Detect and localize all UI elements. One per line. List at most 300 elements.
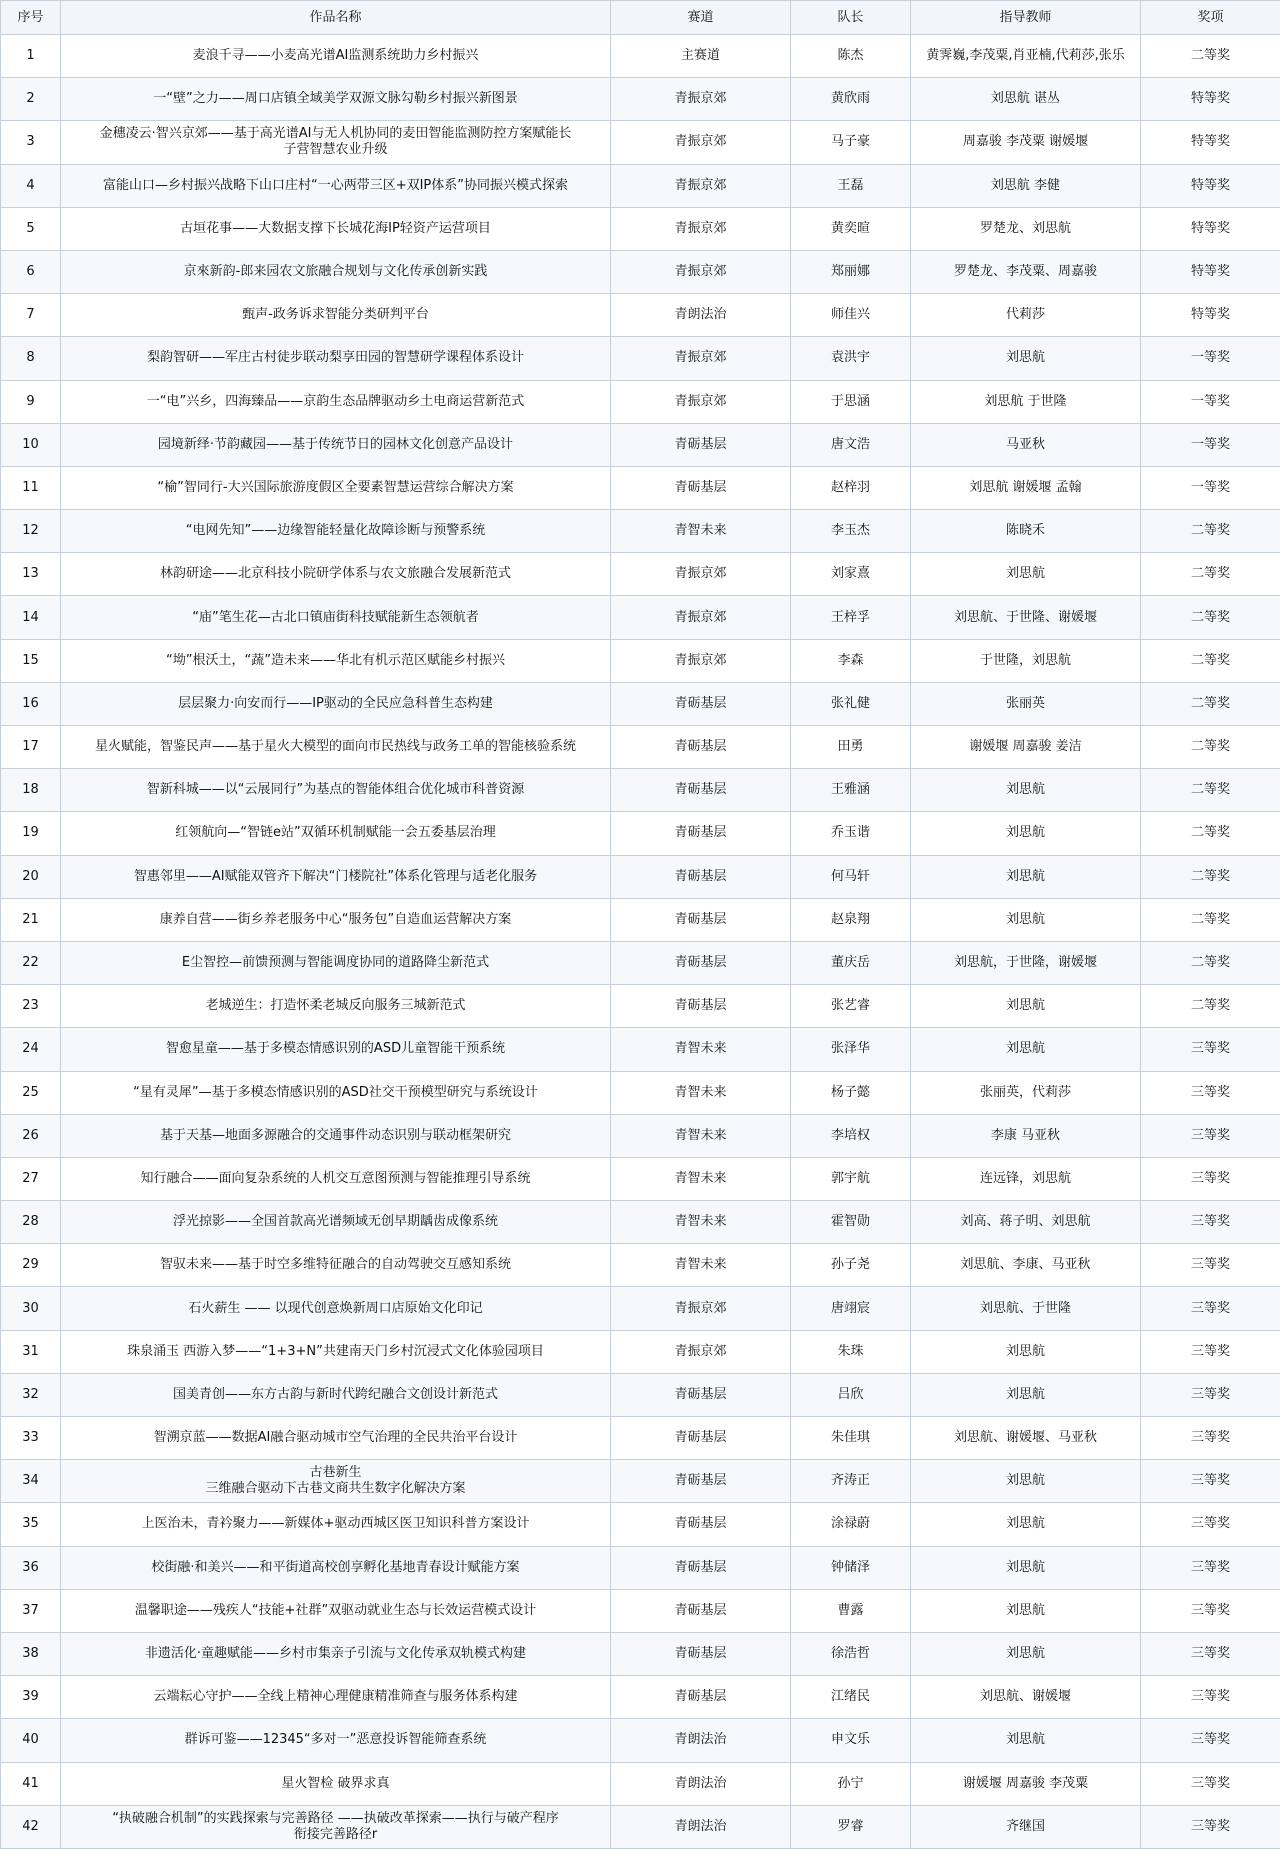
table-row: [1, 941, 1280, 984]
cell-title: 富能山口—乡村振兴战略下山口庄村“一心两带三区+双IP体系”协同振兴模式探索: [61, 164, 611, 207]
cell-leader: 乔玉谐: [791, 812, 911, 855]
cell-award: 三等奖: [1141, 1028, 1280, 1071]
cell-award: 特等奖: [1141, 250, 1280, 293]
cell-award: 三等奖: [1141, 1244, 1280, 1287]
table-row: [1, 510, 1280, 553]
cell-title: 非遗活化·童趣赋能——乡村市集亲子引流与文化传承双轨模式构建: [61, 1632, 611, 1675]
table-row: [1, 1503, 1280, 1546]
cell-track: 青砺基层: [611, 1676, 791, 1719]
header-leader: 队长: [791, 1, 911, 35]
cell-number: 5: [1, 207, 61, 250]
cell-track: 青砺基层: [611, 985, 791, 1028]
cell-leader: 霍智勋: [791, 1201, 911, 1244]
cell-title: 一“电”兴乡，四海臻品——京韵生态品牌驱动乡土电商运营新范式: [61, 380, 611, 423]
table-row: [1, 682, 1280, 725]
cell-title: 康养自营——街乡养老服务中心“服务包”自造血运营解决方案: [61, 898, 611, 941]
cell-number: 37: [1, 1589, 61, 1632]
table-row: [1, 1676, 1280, 1719]
table-row: [1, 207, 1280, 250]
cell-track: 青朗法治: [611, 1805, 791, 1848]
cell-advisor: 罗楚龙、李茂粟、周嘉骏: [911, 250, 1141, 293]
cell-award: 三等奖: [1141, 1201, 1280, 1244]
cell-leader: 朱珠: [791, 1330, 911, 1373]
cell-title: 园境新绎·节韵藏园——基于传统节日的园林文化创意产品设计: [61, 423, 611, 466]
cell-title: 京來新韵-郎来园农文旅融合规划与文化传承创新实践: [61, 250, 611, 293]
header-advisor: 指导教师: [911, 1, 1141, 35]
cell-advisor: 李康 马亚秋: [911, 1114, 1141, 1157]
table-row: [1, 985, 1280, 1028]
cell-award: 二等奖: [1141, 769, 1280, 812]
cell-track: 青砺基层: [611, 769, 791, 812]
cell-title: 麦浪千寻——小麦高光谱AI监测系统助力乡村振兴: [61, 35, 611, 78]
cell-number: 19: [1, 812, 61, 855]
cell-number: 6: [1, 250, 61, 293]
table-row: [1, 1460, 1280, 1503]
cell-number: 12: [1, 510, 61, 553]
cell-award: 三等奖: [1141, 1330, 1280, 1373]
cell-award: 二等奖: [1141, 639, 1280, 682]
cell-number: 33: [1, 1417, 61, 1460]
cell-award: 三等奖: [1141, 1287, 1280, 1330]
cell-award: 特等奖: [1141, 78, 1280, 121]
table-row: [1, 466, 1280, 509]
cell-track: 青砺基层: [611, 1632, 791, 1675]
cell-number: 30: [1, 1287, 61, 1330]
cell-track: 青振京郊: [611, 78, 791, 121]
cell-award: 三等奖: [1141, 1632, 1280, 1675]
cell-advisor: 刘思航: [911, 553, 1141, 596]
cell-award: 三等奖: [1141, 1805, 1280, 1848]
cell-track: 青砺基层: [611, 941, 791, 984]
cell-number: 42: [1, 1805, 61, 1848]
cell-leader: 李玉杰: [791, 510, 911, 553]
cell-title: 云端耘心守护——全线上精神心理健康精准筛查与服务体系构建: [61, 1676, 611, 1719]
cell-number: 1: [1, 35, 61, 78]
cell-advisor: 刘思航、李康、马亚秋: [911, 1244, 1141, 1287]
cell-track: 青砺基层: [611, 1546, 791, 1589]
table-row: [1, 1201, 1280, 1244]
table-row: [1, 1244, 1280, 1287]
cell-track: 青朗法治: [611, 294, 791, 337]
cell-leader: 唐翊宸: [791, 1287, 911, 1330]
table-row: [1, 1417, 1280, 1460]
cell-number: 16: [1, 682, 61, 725]
cell-award: 特等奖: [1141, 294, 1280, 337]
table-row: [1, 78, 1280, 121]
cell-advisor: 刘思航: [911, 1330, 1141, 1373]
cell-leader: 马子豪: [791, 121, 911, 164]
cell-track: 青砺基层: [611, 898, 791, 941]
table-row: [1, 121, 1280, 164]
cell-title: “执破融合机制”的实践探索与完善路径 ——执破改革探索——执行与破产程序 衔接完善路径r: [61, 1805, 611, 1848]
cell-track: 青振京郊: [611, 337, 791, 380]
cell-leader: 徐浩哲: [791, 1632, 911, 1675]
cell-advisor: 刘思航 李健: [911, 164, 1141, 207]
cell-number: 24: [1, 1028, 61, 1071]
table-row: [1, 1114, 1280, 1157]
cell-leader: 张艺睿: [791, 985, 911, 1028]
cell-award: 一等奖: [1141, 466, 1280, 509]
cell-number: 39: [1, 1676, 61, 1719]
cell-track: 青砺基层: [611, 1417, 791, 1460]
table-row: [1, 1546, 1280, 1589]
table-row: [1, 1632, 1280, 1675]
cell-advisor: 张丽英: [911, 682, 1141, 725]
table-row: [1, 812, 1280, 855]
table-row: [1, 1373, 1280, 1416]
cell-award: 二等奖: [1141, 726, 1280, 769]
cell-advisor: 刘思航、于世隆、谢媛堰: [911, 596, 1141, 639]
cell-title: 智新科城——以“云展同行”为基点的智能体组合优化城市科普资源: [61, 769, 611, 812]
cell-advisor: 刘思航: [911, 1589, 1141, 1632]
cell-award: 特等奖: [1141, 121, 1280, 164]
cell-title: 智惠邻里——AI赋能双管齐下解决“门楼院社”体系化管理与适老化服务: [61, 855, 611, 898]
cell-advisor: 马亚秋: [911, 423, 1141, 466]
cell-leader: 赵泉翔: [791, 898, 911, 941]
cell-award: 二等奖: [1141, 855, 1280, 898]
cell-advisor: 刘思航: [911, 1460, 1141, 1503]
cell-title: 一“壁”之力——周口店镇全域美学双源文脉勾勒乡村振兴新图景: [61, 78, 611, 121]
cell-number: 17: [1, 726, 61, 769]
cell-leader: 李培权: [791, 1114, 911, 1157]
cell-leader: 袁洪宇: [791, 337, 911, 380]
cell-title: 基于天基—地面多源融合的交通事件动态识别与联动框架研究: [61, 1114, 611, 1157]
cell-leader: 唐文浩: [791, 423, 911, 466]
table-row: [1, 164, 1280, 207]
cell-advisor: 刘高、蒋子明、刘思航: [911, 1201, 1141, 1244]
cell-number: 10: [1, 423, 61, 466]
cell-title: 星火智检 破界求真: [61, 1762, 611, 1805]
table-row: [1, 1589, 1280, 1632]
cell-track: 青朗法治: [611, 1762, 791, 1805]
cell-track: 青振京郊: [611, 639, 791, 682]
cell-number: 15: [1, 639, 61, 682]
cell-number: 28: [1, 1201, 61, 1244]
cell-number: 14: [1, 596, 61, 639]
cell-leader: 何马轩: [791, 855, 911, 898]
header-track: 赛道: [611, 1, 791, 35]
cell-advisor: 谢媛堰 周嘉骏 姜洁: [911, 726, 1141, 769]
cell-title: “庙”笔生花—古北口镇庙街科技赋能新生态领航者: [61, 596, 611, 639]
cell-award: 二等奖: [1141, 682, 1280, 725]
cell-track: 青智未来: [611, 1157, 791, 1200]
cell-number: 38: [1, 1632, 61, 1675]
cell-award: 二等奖: [1141, 510, 1280, 553]
cell-advisor: 刘思航: [911, 1632, 1141, 1675]
cell-leader: 涂禄蔚: [791, 1503, 911, 1546]
cell-advisor: 刘思航: [911, 1546, 1141, 1589]
header-row: [1, 1, 1280, 35]
header-award: 奖项: [1141, 1, 1280, 35]
cell-title: 甄声-政务诉求智能分类研判平台: [61, 294, 611, 337]
cell-number: 26: [1, 1114, 61, 1157]
cell-leader: 李森: [791, 639, 911, 682]
cell-track: 青智未来: [611, 510, 791, 553]
cell-award: 二等奖: [1141, 898, 1280, 941]
cell-advisor: 刘思航、谢媛堰: [911, 1676, 1141, 1719]
cell-number: 34: [1, 1460, 61, 1503]
cell-award: 三等奖: [1141, 1676, 1280, 1719]
cell-track: 青振京郊: [611, 250, 791, 293]
cell-title: 浮光掠影——全国首款高光谱频域无创早期龋齿成像系统: [61, 1201, 611, 1244]
cell-award: 三等奖: [1141, 1546, 1280, 1589]
cell-track: 青砺基层: [611, 1460, 791, 1503]
cell-track: 青智未来: [611, 1028, 791, 1071]
cell-number: 11: [1, 466, 61, 509]
cell-number: 36: [1, 1546, 61, 1589]
cell-number: 22: [1, 941, 61, 984]
cell-leader: 师佳兴: [791, 294, 911, 337]
cell-title: 星火赋能，智鉴民声——基于星火大模型的面向市民热线与政务工单的智能核验系统: [61, 726, 611, 769]
cell-title: “榆”智同行-大兴国际旅游度假区全要素智慧运营综合解决方案: [61, 466, 611, 509]
cell-track: 青砺基层: [611, 855, 791, 898]
cell-award: 一等奖: [1141, 380, 1280, 423]
table-row: [1, 1071, 1280, 1114]
cell-award: 三等奖: [1141, 1460, 1280, 1503]
cell-leader: 王雅涵: [791, 769, 911, 812]
cell-leader: 吕欣: [791, 1373, 911, 1416]
cell-number: 9: [1, 380, 61, 423]
cell-number: 21: [1, 898, 61, 941]
cell-number: 4: [1, 164, 61, 207]
cell-number: 40: [1, 1719, 61, 1762]
cell-advisor: 刘思航、于世隆: [911, 1287, 1141, 1330]
cell-award: 一等奖: [1141, 423, 1280, 466]
header-title: 作品名称: [61, 1, 611, 35]
cell-title: 智愈星童——基于多模态情感识别的ASD儿童智能干预系统: [61, 1028, 611, 1071]
cell-track: 青砺基层: [611, 1373, 791, 1416]
cell-advisor: 刘思航: [911, 985, 1141, 1028]
cell-advisor: 齐继国: [911, 1805, 1141, 1848]
cell-title: 红领航向—“智链e站”双循环机制赋能一会五委基层治理: [61, 812, 611, 855]
cell-track: 青砺基层: [611, 423, 791, 466]
cell-number: 2: [1, 78, 61, 121]
cell-title: 上医治未，青衿聚力——新媒体+驱动西城区医卫知识科普方案设计: [61, 1503, 611, 1546]
cell-track: 青智未来: [611, 1114, 791, 1157]
cell-track: 青砺基层: [611, 1589, 791, 1632]
cell-advisor: 张丽英，代莉莎: [911, 1071, 1141, 1114]
cell-award: 三等奖: [1141, 1503, 1280, 1546]
cell-track: 青振京郊: [611, 164, 791, 207]
cell-leader: 郭宇航: [791, 1157, 911, 1200]
cell-award: 二等奖: [1141, 941, 1280, 984]
cell-track: 青砺基层: [611, 466, 791, 509]
cell-track: 青砺基层: [611, 812, 791, 855]
cell-track: 青振京郊: [611, 207, 791, 250]
cell-title: “坳”根沃土，“蔬”造未来——华北有机示范区赋能乡村振兴: [61, 639, 611, 682]
table-row: [1, 294, 1280, 337]
cell-advisor: 刘思航 于世隆: [911, 380, 1141, 423]
cell-leader: 杨子懿: [791, 1071, 911, 1114]
cell-number: 27: [1, 1157, 61, 1200]
table-row: [1, 1805, 1280, 1848]
cell-number: 32: [1, 1373, 61, 1416]
table-row: [1, 1287, 1280, 1330]
cell-number: 29: [1, 1244, 61, 1287]
table-row: [1, 1028, 1280, 1071]
cell-advisor: 刘思航: [911, 855, 1141, 898]
cell-track: 青振京郊: [611, 121, 791, 164]
cell-track: 青智未来: [611, 1071, 791, 1114]
cell-award: 特等奖: [1141, 207, 1280, 250]
cell-award: 三等奖: [1141, 1373, 1280, 1416]
cell-title: 国美青创——东方古韵与新时代跨纪融合文创设计新范式: [61, 1373, 611, 1416]
cell-number: 23: [1, 985, 61, 1028]
cell-title: 智溯京蓝——数据AI融合驱动城市空气治理的全民共治平台设计: [61, 1417, 611, 1460]
cell-advisor: 刘思航: [911, 337, 1141, 380]
cell-advisor: 刘思航: [911, 1028, 1141, 1071]
cell-advisor: 刘思航: [911, 812, 1141, 855]
cell-number: 20: [1, 855, 61, 898]
table-row: [1, 35, 1280, 78]
cell-number: 7: [1, 294, 61, 337]
table-row: [1, 1762, 1280, 1805]
cell-award: 三等奖: [1141, 1157, 1280, 1200]
table-row: [1, 423, 1280, 466]
cell-title: 校街融·和美兴——和平街道高校创享孵化基地青春设计赋能方案: [61, 1546, 611, 1589]
cell-title: 古垣花事——大数据支撑下长城花海IP轻资产运营项目: [61, 207, 611, 250]
cell-leader: 陈杰: [791, 35, 911, 78]
cell-track: 青智未来: [611, 1244, 791, 1287]
cell-leader: 王磊: [791, 164, 911, 207]
cell-award: 特等奖: [1141, 164, 1280, 207]
cell-track: 主赛道: [611, 35, 791, 78]
table-row: [1, 1330, 1280, 1373]
cell-award: 二等奖: [1141, 35, 1280, 78]
cell-leader: 江绪民: [791, 1676, 911, 1719]
cell-advisor: 黄霁巍,李茂粟,肖亚楠,代莉莎,张乐: [911, 35, 1141, 78]
cell-advisor: 谢媛堰 周嘉骏 李茂粟: [911, 1762, 1141, 1805]
cell-leader: 申文乐: [791, 1719, 911, 1762]
cell-award: 三等奖: [1141, 1071, 1280, 1114]
cell-advisor: 连远锋，刘思航: [911, 1157, 1141, 1200]
cell-leader: 郑丽娜: [791, 250, 911, 293]
cell-advisor: 代莉莎: [911, 294, 1141, 337]
cell-award: 三等奖: [1141, 1762, 1280, 1805]
cell-advisor: 刘思航: [911, 1719, 1141, 1762]
cell-award: 三等奖: [1141, 1589, 1280, 1632]
cell-track: 青朗法治: [611, 1719, 791, 1762]
cell-title: 珠泉涌玉 西游入梦——“1+3+N”共建南天门乡村沉浸式文化体验园项目: [61, 1330, 611, 1373]
cell-title: 古巷新生 三维融合驱动下古巷文商共生数字化解决方案: [61, 1460, 611, 1503]
table-row: [1, 769, 1280, 812]
cell-award: 二等奖: [1141, 553, 1280, 596]
cell-number: 41: [1, 1762, 61, 1805]
table-row: [1, 855, 1280, 898]
cell-award: 三等奖: [1141, 1114, 1280, 1157]
table-row: [1, 250, 1280, 293]
table-header: [1, 1, 1280, 35]
cell-leader: 曹露: [791, 1589, 911, 1632]
cell-advisor: 刘思航: [911, 1503, 1141, 1546]
cell-award: 二等奖: [1141, 985, 1280, 1028]
cell-award: 三等奖: [1141, 1719, 1280, 1762]
cell-track: 青振京郊: [611, 553, 791, 596]
table-row: [1, 639, 1280, 682]
cell-leader: 于思涵: [791, 380, 911, 423]
cell-advisor: 刘思航 谌丛: [911, 78, 1141, 121]
cell-leader: 钟储泽: [791, 1546, 911, 1589]
cell-advisor: 刘思航，于世隆，谢媛堰: [911, 941, 1141, 984]
cell-advisor: 刘思航、谢媛堰、马亚秋: [911, 1417, 1141, 1460]
cell-title: 层层聚力·向安而行——IP驱动的全民应急科普生态构建: [61, 682, 611, 725]
cell-number: 35: [1, 1503, 61, 1546]
cell-award: 二等奖: [1141, 596, 1280, 639]
table-row: [1, 726, 1280, 769]
cell-track: 青振京郊: [611, 380, 791, 423]
cell-track: 青振京郊: [611, 1330, 791, 1373]
cell-track: 青砺基层: [611, 1503, 791, 1546]
table-row: [1, 337, 1280, 380]
cell-track: 青振京郊: [611, 596, 791, 639]
cell-number: 31: [1, 1330, 61, 1373]
table-row: [1, 596, 1280, 639]
cell-leader: 董庆岳: [791, 941, 911, 984]
cell-leader: 齐涛正: [791, 1460, 911, 1503]
cell-leader: 孙宁: [791, 1762, 911, 1805]
cell-advisor: 陈晓禾: [911, 510, 1141, 553]
cell-title: 知行融合——面向复杂系统的人机交互意图预测与智能推理引导系统: [61, 1157, 611, 1200]
cell-number: 18: [1, 769, 61, 812]
table-row: [1, 1157, 1280, 1200]
cell-leader: 张泽华: [791, 1028, 911, 1071]
cell-number: 8: [1, 337, 61, 380]
cell-leader: 王梓孚: [791, 596, 911, 639]
cell-advisor: 刘思航: [911, 898, 1141, 941]
cell-leader: 田勇: [791, 726, 911, 769]
cell-title: “电网先知”——边缘智能轻量化故障诊断与预警系统: [61, 510, 611, 553]
table-row: [1, 380, 1280, 423]
cell-advisor: 于世隆，刘思航: [911, 639, 1141, 682]
cell-advisor: 刘思航 谢媛堰 孟翰: [911, 466, 1141, 509]
cell-award: 二等奖: [1141, 812, 1280, 855]
table-row: [1, 898, 1280, 941]
cell-number: 3: [1, 121, 61, 164]
cell-title: 林韵研途——北京科技小院研学体系与农文旅融合发展新范式: [61, 553, 611, 596]
table-body: [1, 35, 1280, 1849]
cell-title: 智驭未来——基于时空多维特征融合的自动驾驶交互感知系统: [61, 1244, 611, 1287]
cell-title: 梨韵智研——军庄古村徒步联动梨享田园的智慧研学课程体系设计: [61, 337, 611, 380]
cell-number: 13: [1, 553, 61, 596]
cell-title: 金穗凌云·智兴京郊——基于高光谱AI与无人机协同的麦田智能监测防控方案赋能长 子营智慧农业升级: [61, 121, 611, 164]
cell-advisor: 刘思航: [911, 769, 1141, 812]
cell-leader: 刘家熹: [791, 553, 911, 596]
cell-title: 老城逆生：打造怀柔老城反向服务三城新范式: [61, 985, 611, 1028]
cell-advisor: 周嘉骏 李茂粟 谢媛堰: [911, 121, 1141, 164]
cell-leader: 张礼健: [791, 682, 911, 725]
cell-leader: 罗睿: [791, 1805, 911, 1848]
cell-title: 群诉可鉴——12345“多对一”恶意投诉智能筛查系统: [61, 1719, 611, 1762]
cell-leader: 黄奕暄: [791, 207, 911, 250]
table-row: [1, 553, 1280, 596]
cell-title: 石火薪生 —— 以现代创意焕新周口店原始文化印记: [61, 1287, 611, 1330]
cell-leader: 孙子尧: [791, 1244, 911, 1287]
cell-advisor: 刘思航: [911, 1373, 1141, 1416]
cell-track: 青砺基层: [611, 726, 791, 769]
cell-title: 温馨职途——残疾人“技能+社群”双驱动就业生态与长效运营模式设计: [61, 1589, 611, 1632]
cell-number: 25: [1, 1071, 61, 1114]
cell-leader: 赵梓羽: [791, 466, 911, 509]
cell-track: 青振京郊: [611, 1287, 791, 1330]
table-row: [1, 1719, 1280, 1762]
cell-leader: 朱佳琪: [791, 1417, 911, 1460]
cell-track: 青智未来: [611, 1201, 791, 1244]
cell-title: “星有灵犀”—基于多模态情感识别的ASD社交干预模型研究与系统设计: [61, 1071, 611, 1114]
header-number: 序号: [1, 1, 61, 35]
cell-award: 一等奖: [1141, 337, 1280, 380]
cell-title: E尘智控—前馈预测与智能调度协同的道路降尘新范式: [61, 941, 611, 984]
cell-leader: 黄欣雨: [791, 78, 911, 121]
